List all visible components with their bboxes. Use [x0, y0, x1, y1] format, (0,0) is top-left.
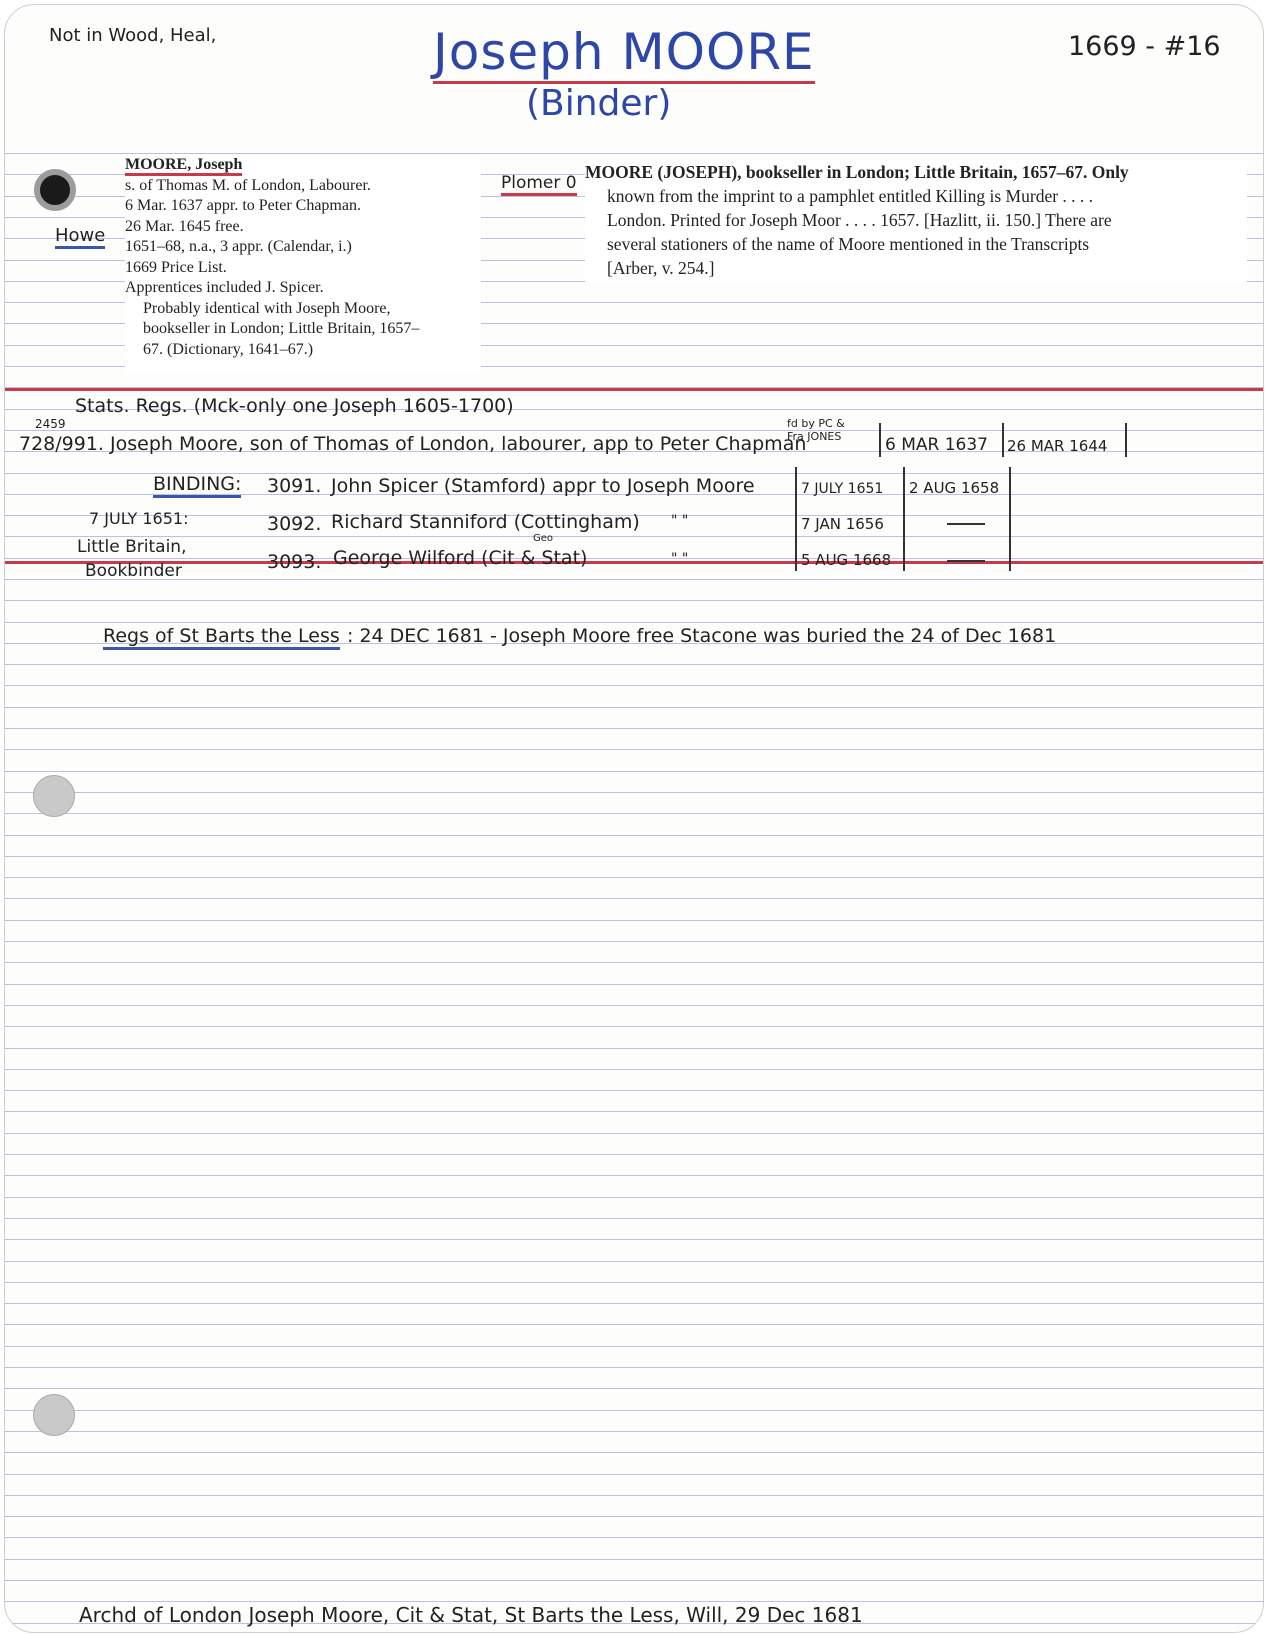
ruled-line	[5, 1154, 1263, 1155]
apprentice-bound-date: 7 JULY 1651	[801, 481, 884, 497]
register-entry-note: fd by PC & Fra JONES	[787, 417, 845, 443]
howe-line: Apprentices included J. Spicer.	[125, 279, 324, 296]
ditto-marks: " "	[671, 551, 689, 567]
plomer-line: several stationers of the name of Moore mentioned in the Transcripts	[607, 234, 1090, 254]
burial-register-entry: : 24 DEC 1681 - Joseph Moore free Stacone was buried the 24 of Dec 1681	[347, 625, 1057, 647]
ruled-line	[5, 153, 1263, 154]
ruled-line	[5, 1026, 1263, 1027]
ruled-line	[5, 1303, 1263, 1304]
entry-number-top: 2459	[35, 417, 66, 431]
apprentice-freed-date	[947, 523, 985, 525]
apprentice-number: 3093.	[267, 551, 322, 573]
ditto-marks: " "	[671, 513, 689, 529]
name-superscript: Geo	[533, 533, 554, 544]
card-title: Joseph MOORE	[433, 23, 815, 84]
ruled-line	[5, 1175, 1263, 1176]
table-divider	[1009, 467, 1011, 571]
plomer-line: known from the imprint to a pamphlet entitled Killing is Murder . . . .	[607, 186, 1094, 206]
ruled-line	[5, 1197, 1263, 1198]
howe-heading: MOORE, Joseph	[125, 156, 242, 176]
apprentice-number: 3091.	[267, 475, 322, 497]
ruled-line	[5, 707, 1263, 708]
punch-hole-top	[34, 169, 76, 211]
ruled-line	[5, 430, 1263, 431]
ruled-line	[5, 962, 1263, 963]
ruled-line	[5, 1388, 1263, 1389]
ruled-line	[5, 1559, 1263, 1560]
howe-line: 67. (Dictionary, 1641–67.)	[143, 340, 314, 358]
apprentice-name: George Wilford (Cit & Stat)	[333, 547, 588, 569]
ruled-line	[5, 920, 1263, 921]
howe-line: Probably identical with Joseph Moore,	[143, 299, 391, 317]
apprentice-name: John Spicer (Stamford) appr to Joseph Moore	[331, 475, 755, 497]
ruled-line	[5, 835, 1263, 836]
stat-regs-heading: Stats. Regs. (Mck-only one Joseph 1605-1700)	[75, 395, 514, 417]
ruled-line	[5, 856, 1263, 857]
table-divider	[1002, 423, 1004, 457]
ruled-line	[5, 1133, 1263, 1134]
section-divider-bottom	[5, 561, 1263, 564]
ruled-line	[5, 558, 1263, 559]
ruled-line	[5, 1282, 1263, 1283]
side-note-line: Little Britain,	[77, 537, 187, 557]
ruled-line	[5, 664, 1263, 665]
ruled-line	[5, 1431, 1263, 1432]
ruled-line	[5, 1516, 1263, 1517]
howe-label: Howe	[55, 225, 105, 249]
ruled-line	[5, 622, 1263, 623]
howe-line: bookseller in London; Little Britain, 1657–	[143, 320, 420, 337]
burial-register-label: Regs of St Barts the Less	[103, 625, 340, 650]
ruled-line	[5, 1111, 1263, 1112]
howe-line: 1651–68, n.a., 3 appr. (Calendar, i.)	[125, 238, 352, 255]
ruled-line	[5, 941, 1263, 942]
apprentice-bound-date: 7 JAN 1656	[801, 515, 884, 533]
apprentice-number: 3092.	[267, 513, 322, 535]
table-divider	[795, 467, 797, 571]
ruled-line	[5, 1261, 1263, 1262]
howe-line: 26 Mar. 1645 free.	[125, 217, 244, 235]
card-reference: 1669 - #16	[1068, 31, 1221, 62]
ruled-line	[5, 1048, 1263, 1049]
ruled-line	[5, 792, 1263, 793]
apprentice-name: Richard Stanniford (Cottingham)	[331, 511, 640, 533]
section-divider-top	[5, 388, 1263, 391]
punch-hole-middle	[33, 775, 75, 817]
card-subtitle: (Binder)	[526, 83, 672, 124]
ruled-line	[5, 1452, 1263, 1453]
ruled-line	[5, 1537, 1263, 1538]
ruled-line	[5, 813, 1263, 814]
header-note: Not in Wood, Heal,	[49, 25, 217, 46]
side-note-line: Bookbinder	[85, 561, 182, 581]
ruled-line	[5, 898, 1263, 899]
entry-freedom-date: 26 MAR 1644	[1007, 437, 1108, 455]
ruled-line	[5, 1069, 1263, 1070]
ruled-line	[5, 1474, 1263, 1475]
ruled-line	[5, 536, 1263, 537]
plomer-line: [Arber, v. 254.]	[607, 258, 715, 278]
footer-will-note: Archd of London Joseph Moore, Cit & Stat, St Barts the Less, Will, 29 Dec 1681	[79, 1603, 863, 1627]
table-divider	[903, 467, 905, 571]
ruled-line	[5, 1367, 1263, 1368]
table-divider	[879, 423, 881, 457]
ruled-line	[5, 1346, 1263, 1347]
plomer-line: MOORE (JOSEPH), bookseller in London; Little Britain, 1657–67. Only	[585, 162, 1129, 182]
table-divider	[1125, 423, 1127, 457]
ruled-line	[5, 1239, 1263, 1240]
plomer-label: Plomer 0	[501, 173, 577, 196]
ruled-line	[5, 1090, 1263, 1091]
howe-line: 1669 Price List.	[125, 258, 227, 276]
ruled-line	[5, 1324, 1263, 1325]
index-card	[4, 4, 1264, 1633]
register-entry: 728/991. Joseph Moore, son of Thomas of London, labourer, app to Peter Chapman	[19, 433, 807, 455]
ruled-line	[5, 1005, 1263, 1006]
apprentice-freed-date: 2 AUG 1658	[909, 479, 1000, 497]
howe-line: 6 Mar. 1637 appr. to Peter Chapman.	[125, 197, 361, 214]
punch-hole-bottom	[33, 1394, 75, 1436]
apprentice-bound-date: 5 AUG 1668	[801, 551, 892, 569]
howe-clipping	[125, 155, 481, 373]
ruled-line	[5, 1218, 1263, 1219]
ruled-line	[5, 771, 1263, 772]
plomer-clipping	[585, 160, 1247, 282]
ruled-line	[5, 1580, 1263, 1581]
apprentice-freed-date	[947, 560, 985, 562]
ruled-line	[5, 1410, 1263, 1411]
entry-apprentice-date: 6 MAR 1637	[885, 435, 988, 455]
ruled-line	[5, 1601, 1263, 1602]
plomer-line: London. Printed for Joseph Moor . . . . 1657. [Hazlitt, ii. 150.] There are	[607, 210, 1112, 230]
ruled-line	[5, 579, 1263, 580]
side-note-line: 7 JULY 1651:	[89, 509, 189, 528]
ruled-line	[5, 1495, 1263, 1496]
ruled-line	[5, 728, 1263, 729]
ruled-line	[5, 984, 1263, 985]
binding-label: BINDING:	[153, 473, 241, 498]
ruled-line	[5, 685, 1263, 686]
ruled-line	[5, 600, 1263, 601]
ruled-line	[5, 749, 1263, 750]
howe-line: s. of Thomas M. of London, Labourer.	[125, 176, 371, 194]
ruled-line	[5, 877, 1263, 878]
